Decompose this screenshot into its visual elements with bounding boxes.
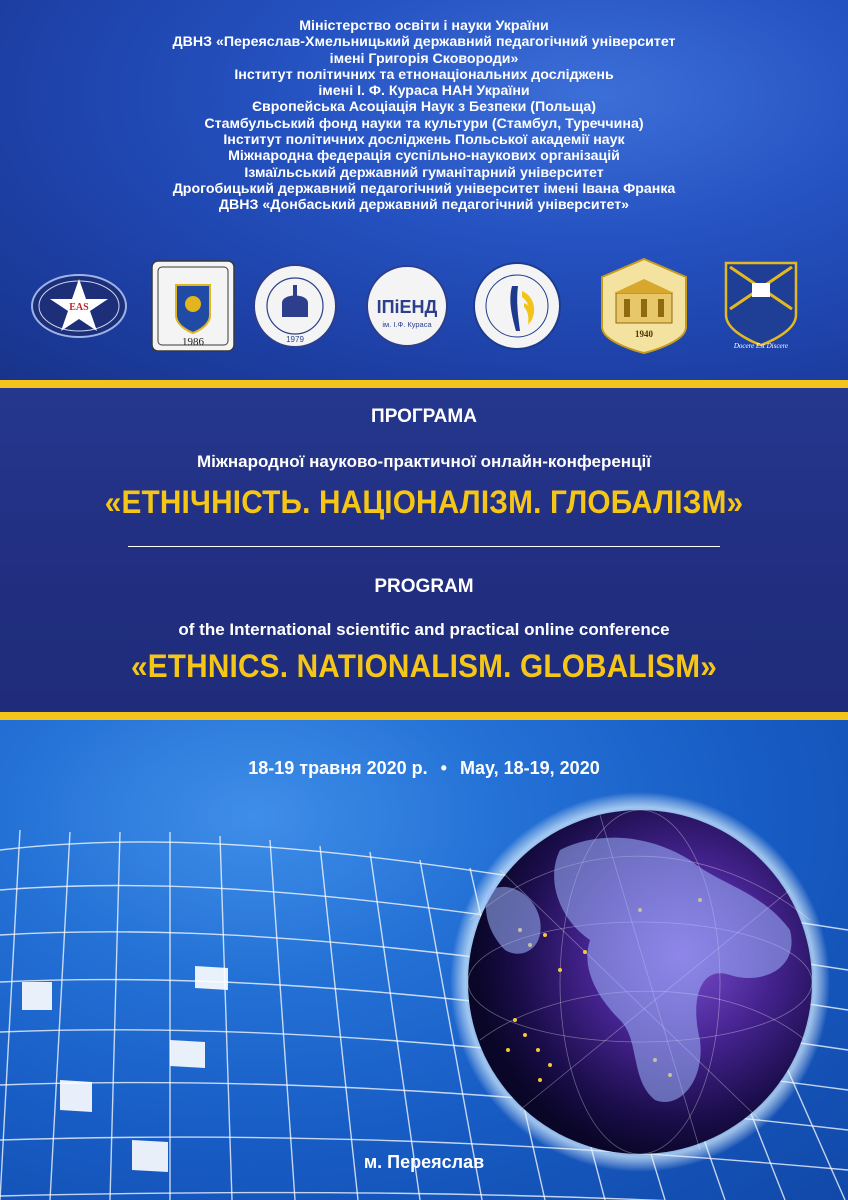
- building-emblem-icon: [594, 255, 694, 355]
- organizer-line: Інститут політичних та етнонаціональних досліджень: [234, 66, 614, 83]
- svg-text:EAS: EAS: [69, 302, 89, 313]
- star-emblem-icon: [30, 273, 128, 339]
- svg-text:ІПіЕНД: ІПіЕНД: [376, 297, 438, 317]
- en-subtitle: of the International scientific and practical online conference: [178, 620, 670, 639]
- shield-crest-icon: [720, 259, 802, 351]
- dates-ua: 18-19 травня 2020 р.: [248, 758, 428, 778]
- organizer-line: імені Григорія Сковороди»: [329, 50, 519, 67]
- city-label: м. Переяслав: [363, 1152, 485, 1172]
- svg-text:Docere Est Discere: Docere Est Discere: [733, 342, 789, 350]
- organizer-line: Ізмаїльський державний гуманітарний університет: [244, 164, 604, 181]
- ua-subtitle: Міжнародної науково-практичної онлайн-конференції: [196, 452, 652, 471]
- organizer-line: Дрогобицький державний педагогічний університет імені Івана Франка: [172, 180, 676, 197]
- logos-row: [0, 255, 848, 355]
- ua-title: «ЕТНІЧНІСТЬ. НАЦІОНАЛІЗМ. ГЛОБАЛІЗМ»: [104, 484, 744, 520]
- organizers-list: [60, 18, 788, 214]
- istanbul-foundation-seal-icon: [252, 263, 338, 349]
- organizer-line: Міжнародна федерація суспільно-наукових організацій: [228, 148, 620, 165]
- heading-divider: [128, 546, 720, 547]
- en-program-label: PROGRAM: [374, 576, 474, 597]
- organizer-line: Інститут політичних досліджень Польської академії наук: [223, 132, 625, 149]
- organizer-line: ДВНЗ «Донбаський державний педагогічний університет»: [218, 197, 630, 214]
- organizer-line: Стамбульський фонд науки та культури (Стамбул, Туреччина): [204, 115, 644, 132]
- organizer-line: Європейська Асоціація Наук з Безпеки (Польща): [251, 99, 597, 116]
- university-crest-icon: [150, 259, 236, 353]
- dates-en: May, 18-19, 2020: [459, 758, 600, 778]
- top-yellow-stripe: [0, 380, 848, 388]
- organizer-line: імені І. Ф. Кураса НАН України: [318, 83, 530, 100]
- svg-text:1979: 1979: [286, 335, 304, 344]
- bottom-yellow-stripe: [0, 712, 848, 720]
- organizer-line: ДВНЗ «Переяслав-Хмельницький державний педагогічний університет: [172, 34, 676, 51]
- torch-emblem-icon: [472, 261, 562, 351]
- dates-separator: •: [440, 758, 447, 778]
- grid-and-globe-illustration: [0, 720, 848, 1200]
- organizer-line: Міністерство освіти і науки України: [299, 18, 549, 34]
- svg-text:ім. І.Ф. Кураса: ім. І.Ф. Кураса: [382, 320, 432, 329]
- svg-text:1986: 1986: [182, 336, 204, 348]
- en-title: «ETHNICS. NATIONALISM. GLOBALISM»: [131, 648, 717, 684]
- conference-dates: [0, 758, 848, 779]
- svg-text:1940: 1940: [635, 329, 653, 339]
- ipiend-logo-icon: [364, 261, 450, 351]
- ua-program-label: ПРОГРАМА: [371, 406, 477, 427]
